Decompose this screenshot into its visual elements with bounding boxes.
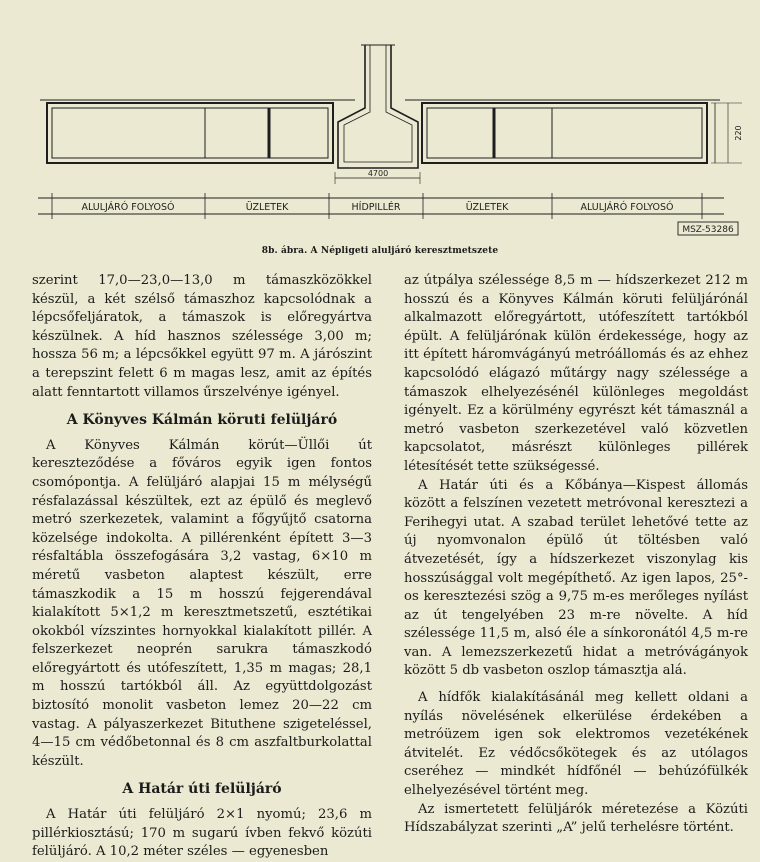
label-left-shops: ÜZLETEK: [245, 202, 289, 213]
paragraph: A Könyves Kálmán körút—Üllői út kereszteződése a főváros egyik igen fontos csomópontja. A felüljáró alapjai 15 m mélységű résfalazással készültek, ezt az épülő és meglevő metró szerkezetek, valamint a főgyűjtő csatorna közelsége indokolta. A pillérenként épített 3—3 résfaltábla összefogására 3,2 vastag, 6×10 m méretű vasbeton alaptest készült, erre támaszkodik a 15 m hosszú fejgerendával kialakított 5×1,2 m keresztmetszetű, esztétikai okokból vízszintes hornyokkal kialakított pillér. A felszerkezet neoprén sarukra támaszkodó előregyártott és utófeszített, 1,35 m magas; 28,1 m hosszú tartókból áll. Az együttdolgozást biztosító monolit vasbeton lemez 20—22 cm vastag. A pályaszerkezet Bituthene szigeteléssel, 4—15 cm védőbetonnal és 8 cm aszfaltburkolattal készült.: [32, 437, 372, 769]
paragraph: A hídfők kialakításánál meg kellett oldani a nyílás növelésének elkerülése érdekében a metróüzem igen sok elektromos vezetékének átvitelét. Ez védőcsőkötegek és az utólagos cseréhez — mindkét hídfőnél — behúzófülkék elhelyezésével történt meg.: [404, 690, 748, 799]
cross-section-figure: [0, 0, 760, 270]
paragraph: szerint 17,0—23,0—13,0 m támaszközökkel készül, a két szélső támaszhoz kapcsolódnak a lépcsőfeljáratok, a támaszok is előregyártva készülnek. A híd hasznos szélessége 3,00 m; hossza 56 m; a lépcsőkkel együtt 97 m. A járószint a terepszint felett 6 m magas lesz, amit az építés alatt fenntartott villamos űrszelvénye igényel.: [32, 273, 372, 400]
section-heading: A Könyves Kálmán köruti felüljáró: [66, 412, 338, 429]
label-bridge-pier: HÍDPILLÉR: [351, 202, 401, 213]
width-dimension-label: 4700: [367, 169, 389, 178]
section-heading: A Határ úti felüljáró: [122, 781, 282, 798]
paragraph: A Határ úti felüljáró 2×1 nyomú; 23,6 m pillérkiosztású; 170 m sugarú ívben fekvő közúti felüljáró. A 10,2 méter széles — egyenesben: [32, 807, 372, 860]
figure-caption: 8b. ábra. A Népligeti aluljáró keresztmetszete: [261, 246, 499, 256]
cross-section-drawing: [0, 0, 760, 250]
paragraph: A Határ úti és a Kőbánya—Kispest állomás között a felszínen vezetett metróvonal keresztezi a Ferihegyi utat. A szabad terület lehetővé tette az új nyomvonalon épülő út töltésben való átvezetését, így a hídszerkezet viszonylag kis hosszúsággal volt megépíthető. Az igen lapos, 25°-os keresztezési szög a 9,75 m-es merőleges nyílást az út tengelyében 23 m-re növelte. A híd szélessége 11,5 m, alsó éle a sínkoronától 4,5 m-re van. A lemezszerkezetű hidat a metróvágányok között 5 db vasbeton oszlop támasztja alá.: [404, 477, 748, 679]
paragraph: Az ismertetett felüljárók méretezése a Közúti Hídszabályzat szerinti „A” jelű terhelésre történt.: [404, 801, 748, 836]
standard-code-label: MSZ-53286: [682, 225, 734, 235]
left-text-column: [32, 272, 372, 862]
label-right-shops: ÜZLETEK: [465, 202, 509, 213]
height-dimension-label: 220: [734, 125, 743, 141]
left-tunnel-outer: [47, 103, 333, 163]
label-left-corridor: ALULJÁRÓ FOLYOSÓ: [81, 202, 175, 213]
right-tunnel-outer: [422, 103, 707, 163]
right-text-column: [404, 272, 748, 838]
paragraph: az útpálya szélessége 8,5 m — hídszerkezet 212 m hosszú és a Könyves Kálmán köruti felüljárónál alkalmazott előregyártott, utófeszített tartókból épült. A felüljárónak külön érdekessége, hogy az itt épített háromvágányú metróállomás és az ehhez kapcsolódó elágazó műtárgy nagy szélessége a támaszok elhelyezésénél különleges megoldást igényelt. Ez a körülmény egyrészt két támasznál a metró vasbeton szerkezetével való közvetlen kapcsolatot, másrészt különleges pillérek létesítését tette szükségessé.: [404, 273, 748, 474]
label-right-corridor: ALULJÁRÓ FOLYOSÓ: [580, 202, 674, 213]
left-tunnel-inner: [52, 108, 328, 158]
right-tunnel-inner: [427, 108, 702, 158]
bridge-pier: [338, 45, 418, 168]
